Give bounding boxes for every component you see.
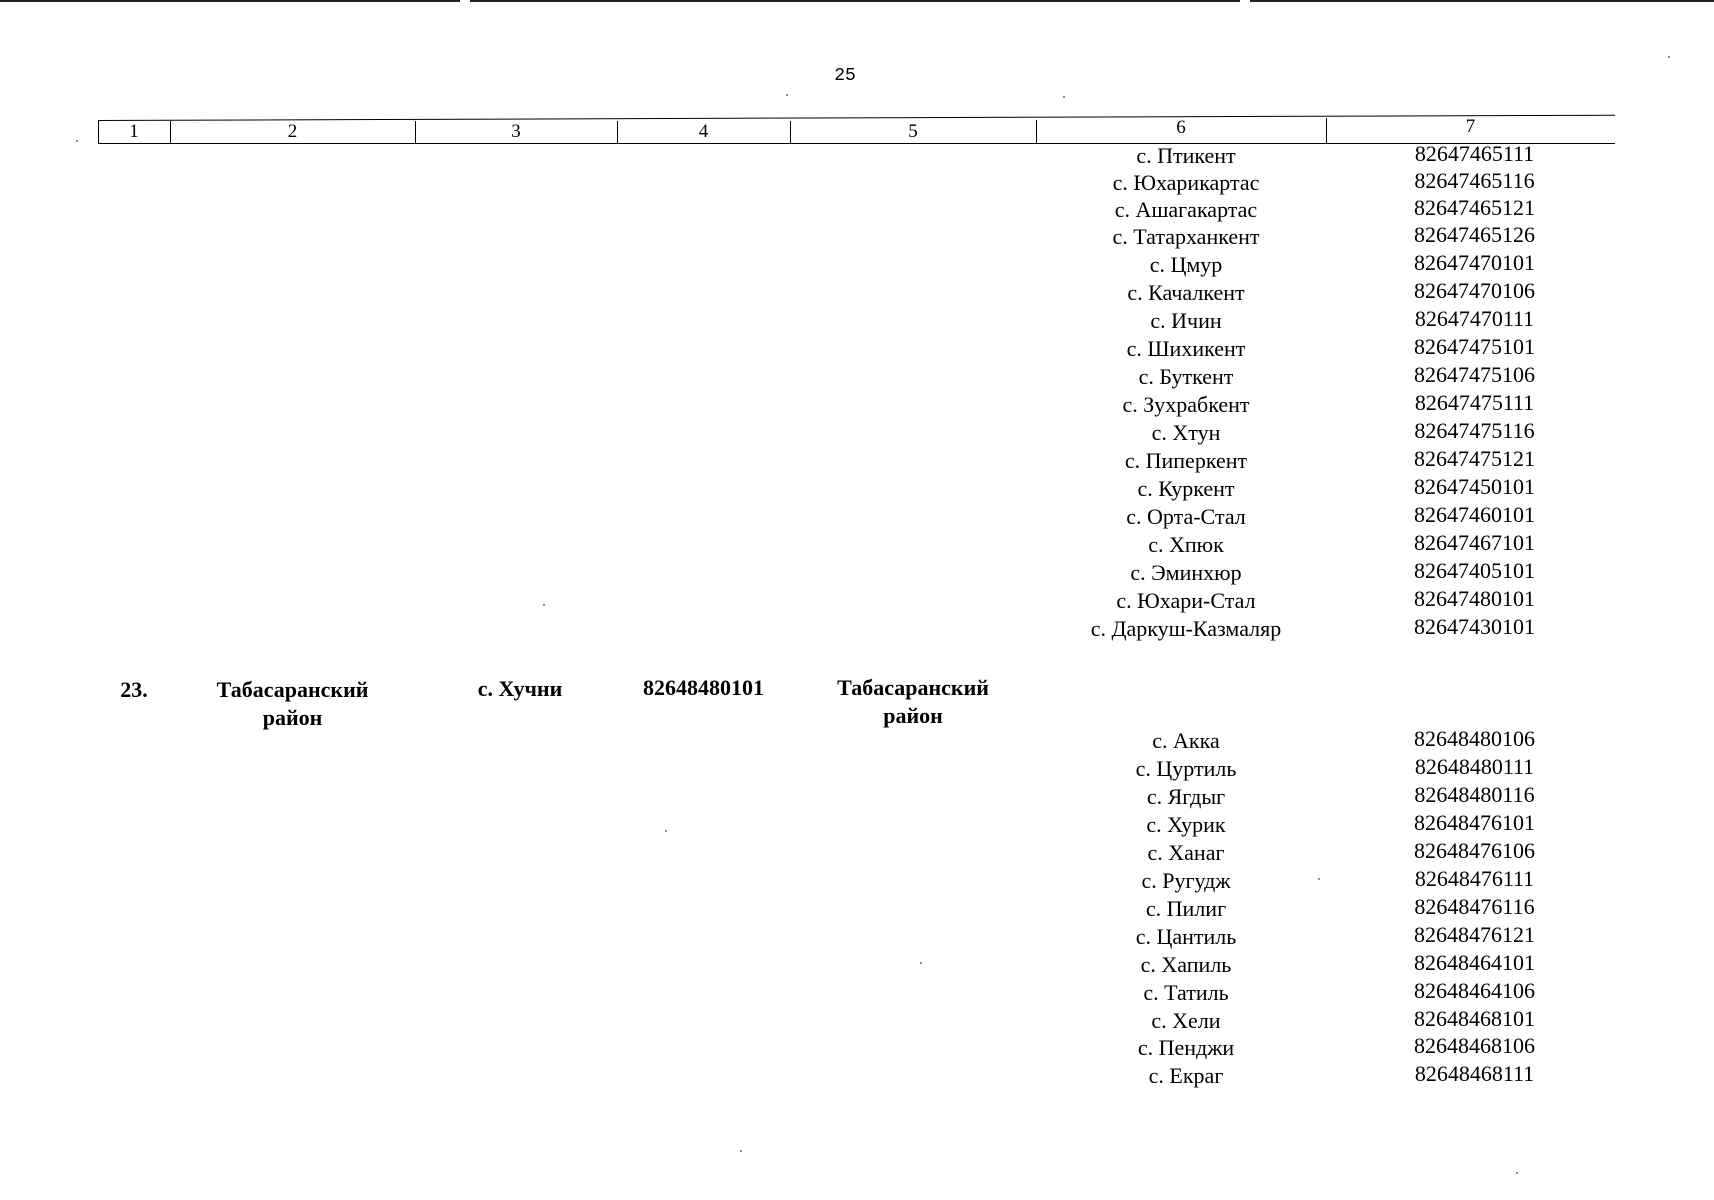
settlement-code: 82647475116: [1414, 418, 1535, 443]
settlement-code: 82647450101: [1414, 474, 1535, 499]
admin-center: с. Хучни: [477, 676, 563, 701]
settlement-name: с. Хтун: [1151, 420, 1221, 445]
settlement-code: 82648464106: [1414, 978, 1535, 1003]
settlement-name: с. Эминхюр: [1130, 560, 1242, 585]
header-col-6: 6: [1176, 117, 1186, 138]
scan-edge-line: [1250, 0, 1714, 2]
settlement-code: 82647465111: [1414, 141, 1535, 166]
settlement-code: 82648480111: [1414, 754, 1535, 779]
settlement-name: с. Ичин: [1150, 308, 1222, 333]
settlement-name: с. Зухрабкент: [1122, 392, 1250, 417]
settlement-name: с. Цуртиль: [1135, 756, 1237, 781]
header-col-3: 3: [511, 121, 521, 142]
settlement-name: с. Ашагакартас: [1114, 197, 1258, 222]
admin-center-code: 82648480101: [643, 675, 764, 700]
settlement-name: с. Екраг: [1148, 1063, 1224, 1088]
header-col-5: 5: [908, 121, 918, 142]
header-col-2: 2: [287, 121, 298, 142]
settlement-code: 82648468101: [1414, 1006, 1535, 1031]
scan-speck: [1668, 56, 1670, 58]
settlement-code: 82648480116: [1414, 782, 1535, 807]
settlement-code: 82647460101: [1414, 502, 1535, 527]
district-name-line2: район: [262, 705, 323, 730]
scan-speck: [920, 962, 922, 964]
settlement-name: с. Ругудж: [1141, 868, 1231, 893]
settlement-name: с. Пиперкент: [1124, 448, 1248, 473]
settlement-name: с. Хпюк: [1148, 532, 1224, 557]
municipality-name-line1: Табасаранский: [837, 675, 989, 700]
settlement-code: 82647465121: [1414, 195, 1535, 220]
settlement-code: 82647467101: [1414, 530, 1535, 555]
settlement-code: 82648468106: [1414, 1033, 1535, 1058]
settlement-name: с. Хапиль: [1140, 952, 1232, 977]
settlement-code: 82647465126: [1414, 222, 1535, 247]
settlement-name: с. Пилиг: [1145, 896, 1227, 921]
settlement-code: 82648476116: [1414, 894, 1535, 919]
settlement-name: с. Цмур: [1149, 252, 1223, 277]
header-col-1: 1: [129, 121, 139, 142]
settlement-name: с. Цантиль: [1135, 924, 1237, 949]
settlement-code: 82647470101: [1414, 250, 1535, 275]
district-name-line1: Табасаранский: [216, 677, 369, 702]
settlement-name: с. Куркент: [1137, 476, 1235, 501]
settlement-name: с. Юхари-Стал: [1116, 588, 1256, 613]
settlement-code: 82647475106: [1414, 362, 1535, 387]
scan-speck: [786, 94, 788, 96]
scan-speck: [1516, 1172, 1518, 1174]
settlement-code: 82648476111: [1414, 866, 1535, 891]
settlement-name: с. Орта-Стал: [1126, 504, 1246, 529]
settlement-name: с. Птикент: [1136, 143, 1236, 168]
settlement-name: с. Шихикент: [1126, 336, 1246, 361]
scan-speck: [740, 1150, 742, 1152]
scan-speck: [1318, 878, 1320, 880]
settlement-code: 82647430101: [1414, 614, 1535, 639]
settlement-code: 82647475101: [1414, 334, 1535, 359]
page-number: 25: [834, 66, 856, 86]
scan-speck: [543, 604, 545, 606]
settlement-code: 82647470106: [1414, 278, 1535, 303]
settlement-name: с. Ханаг: [1147, 840, 1225, 865]
settlement-code: 82647475121: [1414, 446, 1535, 471]
settlement-code: 82648480106: [1414, 726, 1535, 751]
settlement-name: с. Юхарикартас: [1112, 170, 1260, 195]
scan-speck: [665, 830, 667, 832]
settlement-code: 82648468111: [1414, 1061, 1535, 1086]
settlement-code: 82648476121: [1414, 922, 1535, 947]
settlement-name: с. Ягдыг: [1146, 784, 1226, 809]
settlement-code: 82648476106: [1414, 838, 1535, 863]
scan-edge-line: [0, 0, 460, 2]
settlement-code: 82647470111: [1414, 306, 1535, 331]
header-col-4: 4: [698, 121, 709, 142]
settlement-name: с. Качалкент: [1127, 280, 1245, 305]
settlement-code: 82647475111: [1414, 390, 1535, 415]
settlement-code: 82647405101: [1414, 558, 1535, 583]
scan-speck: [76, 140, 78, 142]
entry-number: 23.: [120, 677, 148, 702]
settlement-code: 82648476101: [1414, 810, 1535, 835]
scan-speck: [1063, 96, 1065, 98]
settlement-code: 82647480101: [1414, 586, 1535, 611]
header-col-7: 7: [1465, 116, 1476, 137]
settlement-name: с. Татиль: [1143, 980, 1229, 1005]
settlement-name: с. Хурик: [1146, 812, 1226, 837]
settlement-name: с. Татарханкент: [1112, 224, 1260, 249]
municipality-name-line2: район: [883, 703, 943, 728]
scan-edge-line: [470, 0, 1240, 2]
settlement-name: с. Даркуш-Казмаляр: [1090, 616, 1282, 641]
settlement-code: 82648464101: [1414, 950, 1535, 975]
settlement-name: с. Акка: [1152, 728, 1220, 753]
settlement-name: с. Пенджи: [1137, 1035, 1235, 1060]
settlement-name: с. Буткент: [1138, 364, 1234, 389]
settlement-name: с. Хели: [1151, 1008, 1221, 1033]
settlement-code: 82647465116: [1414, 168, 1535, 193]
